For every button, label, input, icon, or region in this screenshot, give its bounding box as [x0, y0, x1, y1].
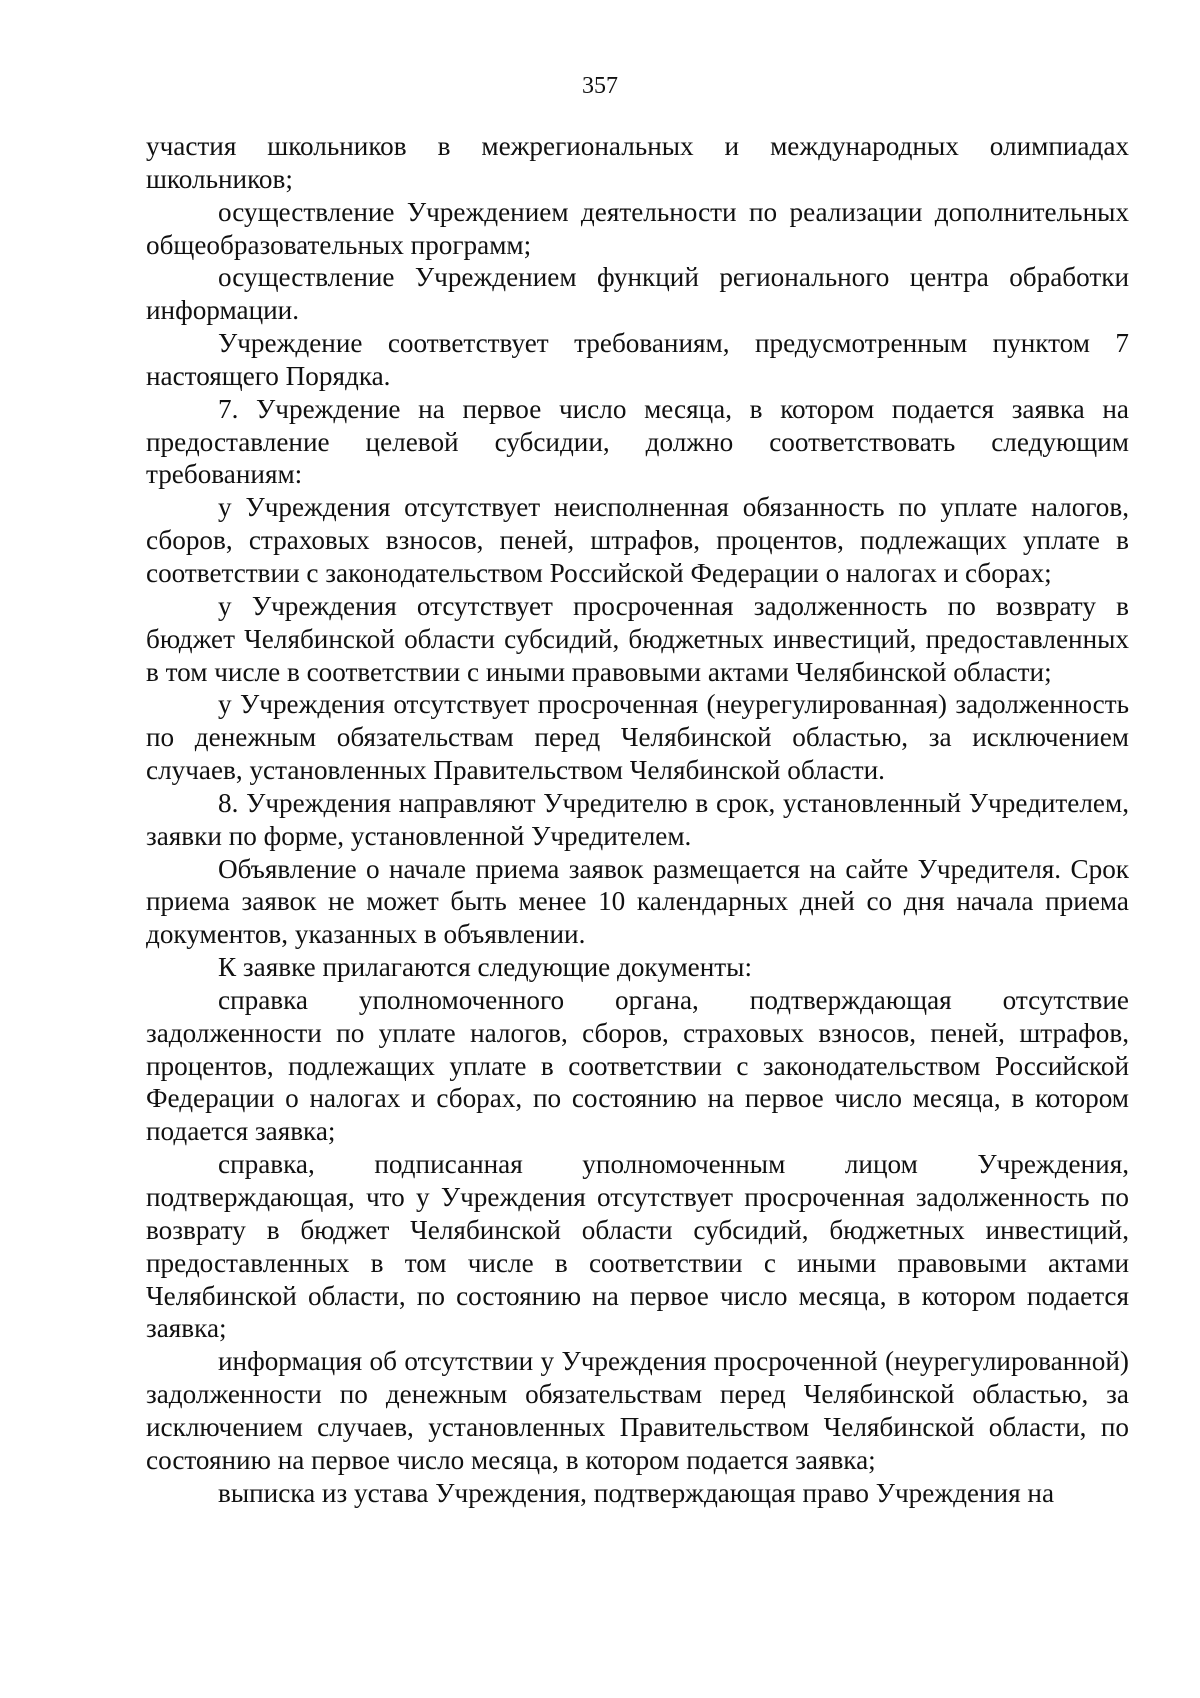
paragraph-signed-certificate: справка, подписанная уполномоченным лицом Учреждения, подтверждающая, что у Учреждения отсутствует просроченная задолженность по возврату в бюджет Челябинской области субсидий, бюджетных инвестиций, предоставленных в том числе в соответствии с иными правовыми актами Челябинской области, по состоянию на первое число месяца, в котором подается заявка; — [146, 1149, 1129, 1344]
paragraph-clause-7: 7. Учреждение на первое число месяца, в котором подается заявка на предоставление целевой субсидии, должно соответствовать следующим требованиям: — [146, 393, 1129, 490]
paragraph-clause-8: 8. Учреждения направляют Учредителю в срок, установленный Учредителем, заявки по форме, установленной Учредителем. — [146, 787, 1129, 851]
page-number: 357 — [582, 73, 618, 99]
paragraph-tax-certificate: справка уполномоченного органа, подтверждающая отсутствие задолженности по уплате налогов, сборов, страховых взносов, пеней, штрафов, процентов, подлежащих уплате в соответствии с законодательством Российской Федерации о налогах и сборах, по состоянию на первое число месяца, в котором подается заявка; — [146, 984, 1129, 1147]
paragraph-no-budget-debt: у Учреждения отсутствует просроченная задолженность по возврату в бюджет Челябинской области субсидий, бюджетных инвестиций, предоставленных в том числе в соответствии с иными правовыми актами Челябинской области; — [146, 590, 1129, 687]
paragraph-additional-programs: осуществление Учреждением деятельности по реализации дополнительных общеобразовательных программ; — [146, 196, 1129, 260]
paragraph-attached-documents: К заявке прилагаются следующие документы: — [218, 952, 752, 983]
paragraph-requirements-compliance: Учреждение соответствует требованиям, предусмотренным пунктом 7 настоящего Порядка. — [146, 328, 1129, 391]
paragraph-no-monetary-obligations: у Учреждения отсутствует просроченная (неурегулированная) задолженность по денежным обязательствам перед Челябинской областью, за исключением случаев, установленных Правительством Челябинской области. — [146, 689, 1129, 786]
document-body — [146, 130, 1129, 1509]
paragraph-announcement: Объявление о начале приема заявок размещается на сайте Учредителя. Срок приема заявок не может быть менее 10 календарных дней со дня начала приема документов, указанных в объявлении. — [146, 853, 1129, 950]
paragraph-charter-extract: выписка из устава Учреждения, подтверждающая право Учреждения на — [218, 1477, 1055, 1508]
paragraph-debt-information: информация об отсутствии у Учреждения просроченной (неурегулированной) задолженности по денежным обязательствам перед Челябинской областью, за исключением случаев, установленных Правительством Челябинской области, по состоянию на первое число месяца, в котором подается заявка; — [146, 1346, 1129, 1475]
paragraph-no-tax-debt: у Учреждения отсутствует неисполненная обязанность по уплате налогов, сборов, страховых взносов, пеней, штрафов, процентов, подлежащих уплате в соответствии с законодательством Российской Федерации о налогах и сборах; — [146, 492, 1129, 588]
paragraph-regional-center: осуществление Учреждением функций регионального центра обработки информации. — [146, 262, 1129, 326]
paragraph-olympiad-continuation: участия школьников в межрегиональных и международных олимпиадах школьников; — [146, 131, 1129, 194]
